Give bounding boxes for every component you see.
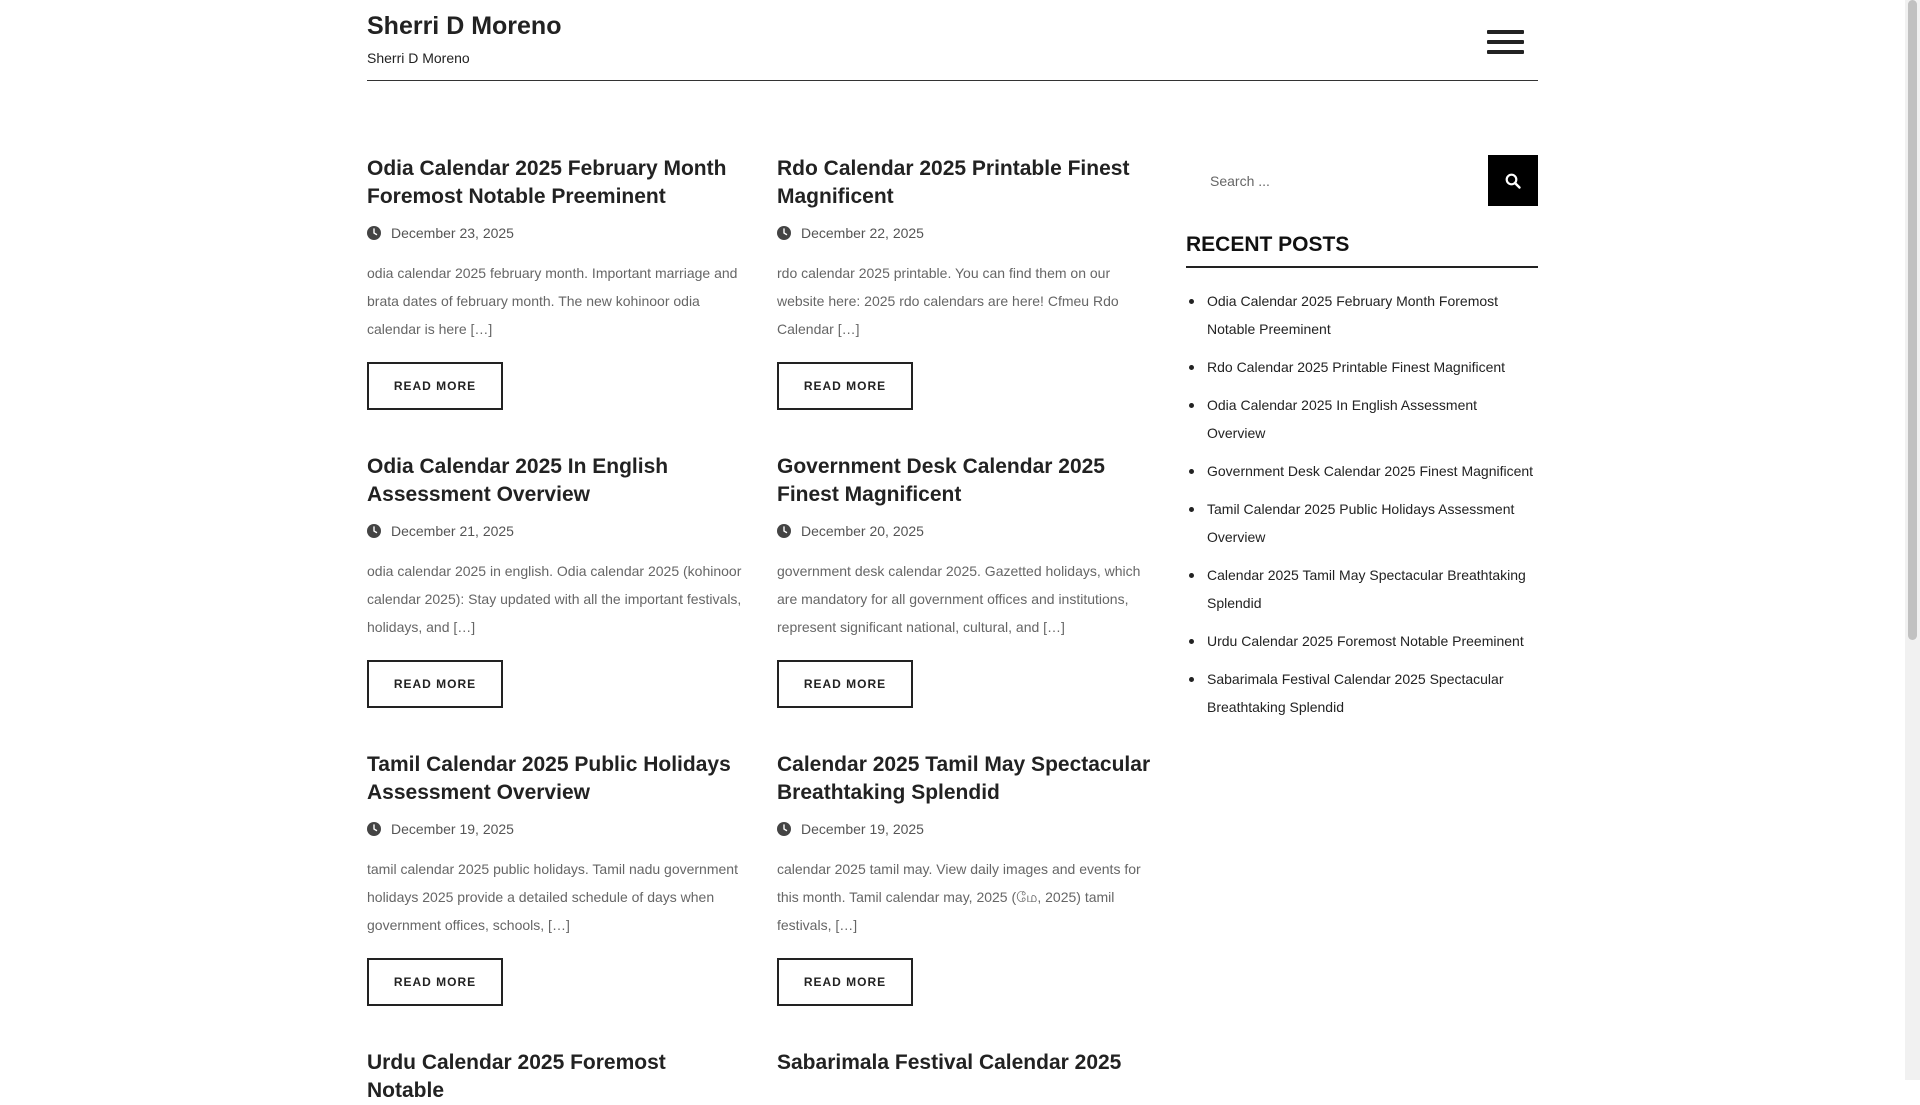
post-card xyxy=(777,751,1157,1006)
recent-post-link[interactable]: Odia Calendar 2025 In English Assessment Overview xyxy=(1207,397,1478,441)
read-more-button[interactable]: READ MORE xyxy=(367,660,503,708)
post-card xyxy=(367,1049,747,1105)
post-excerpt: government desk calendar 2025. Gazetted holidays, which are mandatory for all government offices and institutions, represent significant national, cultural, and […] xyxy=(777,563,1141,635)
list-item xyxy=(1186,495,1538,551)
search-button[interactable] xyxy=(1488,155,1538,206)
recent-posts-list xyxy=(1186,287,1538,721)
post-title[interactable]: Urdu Calendar 2025 Foremost Notable xyxy=(367,1051,666,1102)
hamburger-icon[interactable] xyxy=(1487,30,1524,55)
read-more-button[interactable]: READ MORE xyxy=(777,958,913,1006)
hamburger-bar-bottom xyxy=(1487,50,1524,54)
post-title[interactable]: Sabarimala Festival Calendar 2025 xyxy=(777,1051,1122,1074)
site-header xyxy=(367,0,1538,81)
scrollbar-thumb[interactable] xyxy=(1908,0,1917,640)
recent-post-link[interactable]: Government Desk Calendar 2025 Finest Magnificent xyxy=(1207,463,1534,479)
post-date[interactable]: December 23, 2025 xyxy=(391,225,514,241)
read-more-button[interactable]: READ MORE xyxy=(367,958,503,1006)
post-card xyxy=(367,751,747,1006)
hamburger-bar-top xyxy=(1487,30,1524,34)
search-input[interactable] xyxy=(1186,155,1488,206)
read-more-button[interactable]: READ MORE xyxy=(367,362,503,410)
post-meta xyxy=(777,223,1157,243)
post-card xyxy=(777,1049,1157,1077)
list-item xyxy=(1186,457,1538,485)
clock-icon xyxy=(777,524,791,538)
post-meta xyxy=(367,819,747,839)
post-card xyxy=(777,453,1157,708)
list-item xyxy=(1186,561,1538,617)
post-title[interactable]: Odia Calendar 2025 In English Assessment Overview xyxy=(367,455,669,506)
read-more-button[interactable]: READ MORE xyxy=(777,362,913,410)
clock-icon xyxy=(367,226,381,240)
list-item xyxy=(1186,391,1538,447)
clock-icon xyxy=(367,524,381,538)
post-title[interactable]: Government Desk Calendar 2025 Finest Magnificent xyxy=(777,455,1105,506)
post-excerpt: odia calendar 2025 february month. Important marriage and brata dates of february month. The new kohinoor odia calendar is here […] xyxy=(367,265,738,337)
recent-post-link[interactable]: Odia Calendar 2025 February Month Foremost Notable Preeminent xyxy=(1207,293,1499,337)
post-excerpt: odia calendar 2025 in english. Odia calendar 2025 (kohinoor calendar 2025): Stay updated with all the important festivals, holidays, and […] xyxy=(367,563,742,635)
clock-icon xyxy=(777,822,791,836)
recent-post-link[interactable]: Rdo Calendar 2025 Printable Finest Magnificent xyxy=(1207,359,1506,375)
scrollbar[interactable] xyxy=(1905,0,1920,1080)
search-form xyxy=(1186,155,1538,206)
post-card xyxy=(367,155,747,410)
site-title[interactable]: Sherri D Moreno xyxy=(367,12,562,40)
post-card xyxy=(777,155,1157,410)
list-item xyxy=(1186,287,1538,343)
post-date[interactable]: December 20, 2025 xyxy=(801,523,924,539)
post-meta xyxy=(367,223,747,243)
site-tagline: Sherri D Moreno xyxy=(367,50,470,66)
recent-post-link[interactable]: Calendar 2025 Tamil May Spectacular Breathtaking Splendid xyxy=(1207,567,1526,611)
post-title[interactable]: Rdo Calendar 2025 Printable Finest Magnificent xyxy=(777,157,1130,208)
post-excerpt: calendar 2025 tamil may. View daily images and events for this month. Tamil calendar may, 2025 (மே, 2025) tamil festivals, […] xyxy=(777,861,1141,933)
hamburger-bar-middle xyxy=(1487,40,1524,44)
post-date[interactable]: December 19, 2025 xyxy=(801,821,924,837)
post-meta xyxy=(367,521,747,541)
list-item xyxy=(1186,353,1538,381)
post-excerpt: rdo calendar 2025 printable. You can find them on our website here: 2025 rdo calendars are here! Cfmeu Rdo Calendar […] xyxy=(777,265,1119,337)
recent-post-link[interactable]: Urdu Calendar 2025 Foremost Notable Preeminent xyxy=(1207,633,1524,649)
post-title[interactable]: Tamil Calendar 2025 Public Holidays Assessment Overview xyxy=(367,753,731,804)
recent-post-link[interactable]: Sabarimala Festival Calendar 2025 Spectacular Breathtaking Splendid xyxy=(1207,671,1504,715)
post-title[interactable]: Odia Calendar 2025 February Month Foremost Notable Preeminent xyxy=(367,157,727,208)
search-icon xyxy=(1505,173,1521,189)
sidebar xyxy=(1186,155,1538,731)
post-meta xyxy=(777,819,1157,839)
post-title[interactable]: Calendar 2025 Tamil May Spectacular Breathtaking Splendid xyxy=(777,753,1151,804)
post-meta xyxy=(777,521,1157,541)
clock-icon xyxy=(777,226,791,240)
post-excerpt: tamil calendar 2025 public holidays. Tamil nadu government holidays 2025 provide a detailed schedule of days when government offices, schools, […] xyxy=(367,861,738,933)
post-date[interactable]: December 19, 2025 xyxy=(391,821,514,837)
post-card xyxy=(367,453,747,708)
post-date[interactable]: December 21, 2025 xyxy=(391,523,514,539)
list-item xyxy=(1186,665,1538,721)
post-date[interactable]: December 22, 2025 xyxy=(801,225,924,241)
recent-posts-title: RECENT POSTS xyxy=(1186,232,1538,268)
list-item xyxy=(1186,627,1538,655)
read-more-button[interactable]: READ MORE xyxy=(777,660,913,708)
recent-post-link[interactable]: Tamil Calendar 2025 Public Holidays Assessment Overview xyxy=(1207,501,1515,545)
clock-icon xyxy=(367,822,381,836)
